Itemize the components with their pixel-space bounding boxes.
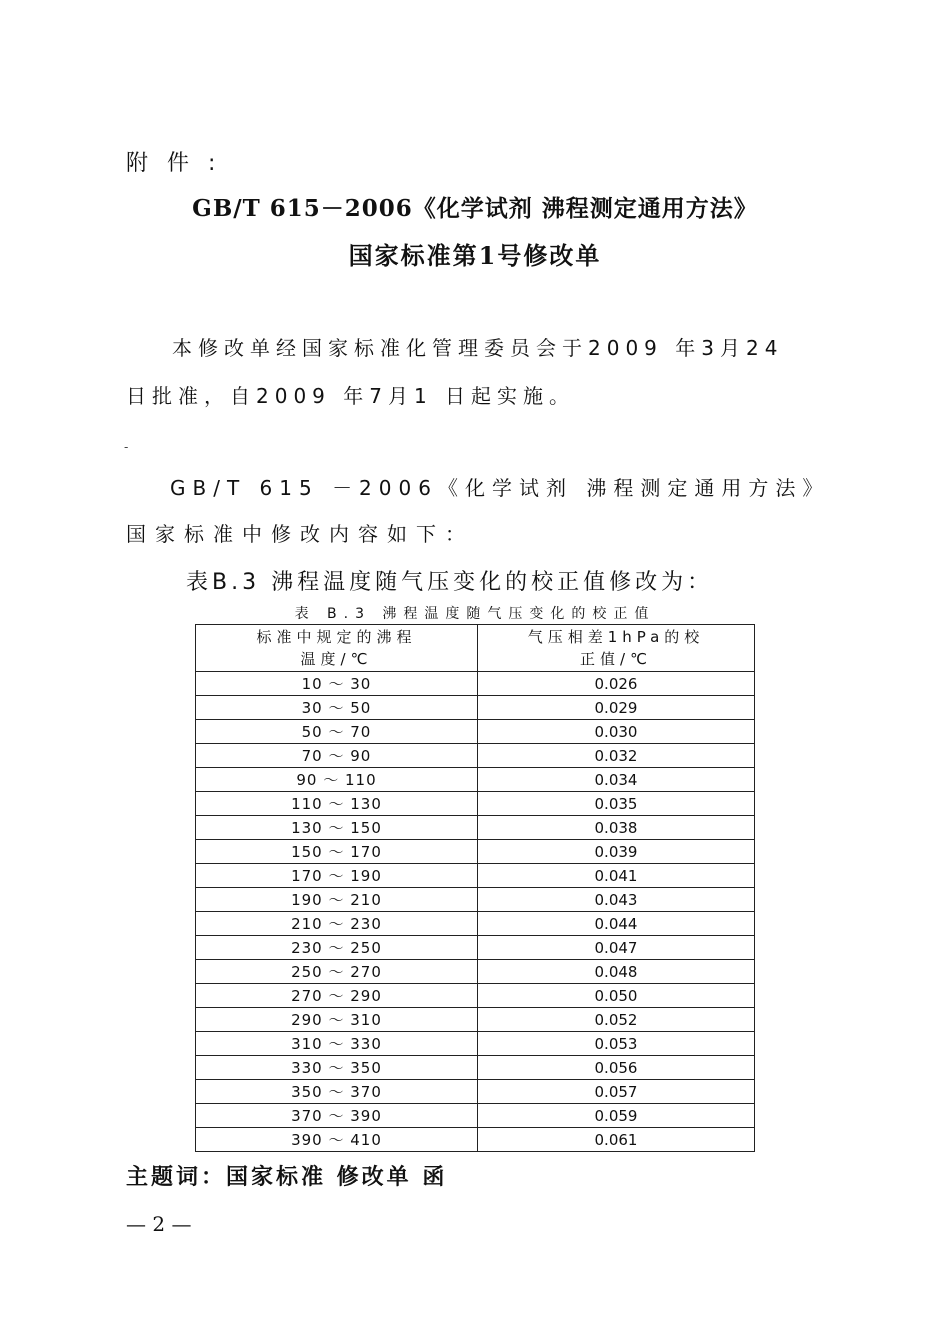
temperature-range-cell: 110 ～ 130 [196,792,478,816]
temperature-range-cell: 230 ～ 250 [196,936,478,960]
page-number: — 2 — [126,1212,192,1236]
temperature-range-cell: 330 ～ 350 [196,1056,478,1080]
correction-value-cell: 0.061 [478,1128,755,1152]
correction-value-cell: 0.050 [478,984,755,1008]
table-header-row [196,625,755,672]
subject-words: 主题词：国家标准 修改单 函 [126,1165,448,1190]
correction-value-cell: 0.056 [478,1056,755,1080]
correction-value-cell: 0.038 [478,816,755,840]
dash-mark: - [124,440,129,454]
temperature-range-cell: 10 ～ 30 [196,672,478,696]
temperature-range-cell: 130 ～ 150 [196,816,478,840]
approval-paragraph-line2: 日批准，自2009 年7月1 日起实施。 [126,384,576,408]
table-row [196,1008,755,1032]
correction-table [195,624,755,1152]
table-row [196,672,755,696]
temperature-range-cell: 310 ～ 330 [196,1032,478,1056]
table-row [196,1128,755,1152]
table-row [196,1104,755,1128]
correction-value-cell: 0.030 [478,720,755,744]
table-row [196,1056,755,1080]
table-row [196,912,755,936]
correction-value-cell: 0.035 [478,792,755,816]
correction-value-cell: 0.043 [478,888,755,912]
change-intro: 表B.3 沸程温度随气压变化的校正值修改为： [186,570,714,595]
table-row [196,816,755,840]
correction-value-cell: 0.048 [478,960,755,984]
temperature-range-cell: 390 ～ 410 [196,1128,478,1152]
temperature-range-cell: 370 ～ 390 [196,1104,478,1128]
table-caption: 表 B.3 沸程温度随气压变化的校正值 [294,606,656,622]
table-row [196,744,755,768]
table-row [196,1080,755,1104]
temperature-range-cell: 90 ～ 110 [196,768,478,792]
attachment-label: 附 件 : [126,151,222,176]
temperature-range-cell: 70 ～ 90 [196,744,478,768]
table-row [196,960,755,984]
temperature-range-cell: 50 ～ 70 [196,720,478,744]
content-paragraph-line1: GB/T 615 －2006《化学试剂 沸程测定通用方法》 [170,476,830,500]
correction-value-cell: 0.044 [478,912,755,936]
temperature-range-cell: 30 ～ 50 [196,696,478,720]
table-row [196,696,755,720]
header-col2: 气压相差1hPa的校 正值/℃ [478,625,755,672]
table-row [196,888,755,912]
temperature-range-cell: 290 ～ 310 [196,1008,478,1032]
table-row [196,864,755,888]
correction-value-cell: 0.032 [478,744,755,768]
table-row [196,984,755,1008]
correction-value-cell: 0.041 [478,864,755,888]
temperature-range-cell: 210 ～ 230 [196,912,478,936]
temperature-range-cell: 170 ～ 190 [196,864,478,888]
table-row [196,840,755,864]
temperature-range-cell: 270 ～ 290 [196,984,478,1008]
correction-value-cell: 0.026 [478,672,755,696]
correction-value-cell: 0.039 [478,840,755,864]
correction-value-cell: 0.029 [478,696,755,720]
table-row [196,720,755,744]
temperature-range-cell: 250 ～ 270 [196,960,478,984]
table-row [196,792,755,816]
content-paragraph-line2: 国家标准中修改内容如下： [126,522,474,546]
correction-value-cell: 0.059 [478,1104,755,1128]
header-col1: 标准中规定的沸程 温度/℃ [196,625,478,672]
table-row [196,1032,755,1056]
document-title-line2: 国家标准第1号修改单 [348,241,602,270]
temperature-range-cell: 150 ～ 170 [196,840,478,864]
correction-value-cell: 0.057 [478,1080,755,1104]
correction-value-cell: 0.052 [478,1008,755,1032]
correction-value-cell: 0.053 [478,1032,755,1056]
document-title-line1: GB/T 615－2006《化学试剂 沸程测定通用方法》 [192,195,758,222]
table-row [196,768,755,792]
correction-value-cell: 0.034 [478,768,755,792]
temperature-range-cell: 350 ～ 370 [196,1080,478,1104]
table-row [196,936,755,960]
correction-value-cell: 0.047 [478,936,755,960]
approval-paragraph-line1: 本修改单经国家标准化管理委员会于2009 年3月24 [172,336,784,360]
temperature-range-cell: 190 ～ 210 [196,888,478,912]
